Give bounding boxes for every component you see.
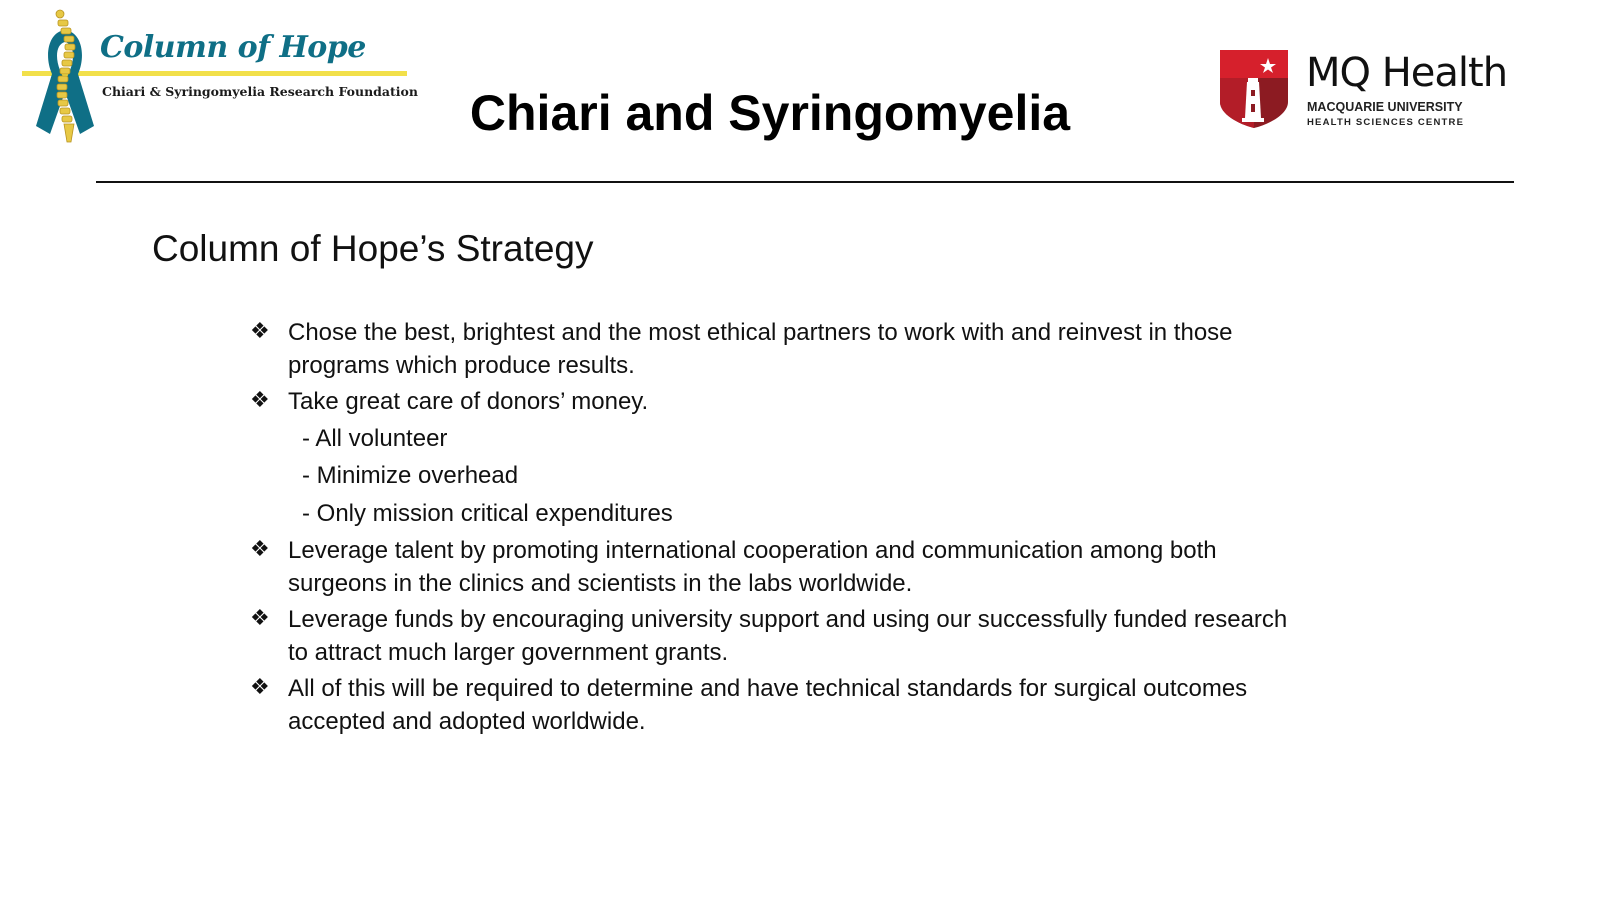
- mq-health-name: MQ Health: [1306, 50, 1508, 96]
- bullet-item: [250, 535, 1310, 600]
- diamond-bullet-icon: ❖: [250, 319, 270, 344]
- diamond-bullet-icon: ❖: [250, 388, 270, 413]
- awareness-ribbon-icon: [30, 8, 100, 148]
- diamond-bullet-icon: ❖: [250, 537, 270, 562]
- bullet-text: Leverage talent by promoting international cooperation and communication among both surgeons in the clinics and scientists in the labs worldwide.: [288, 537, 1217, 597]
- title-divider: [96, 181, 1514, 183]
- sub-bullet-item: - All volunteer: [302, 424, 448, 452]
- bullet-text: Chose the best, brightest and the most ethical partners to work with and reinvest in those programs which produce results.: [288, 319, 1233, 379]
- bullet-text: Leverage funds by encouraging university support and using our successfully funded research to attract much larger government grants.: [288, 606, 1288, 666]
- bullet-text: All of this will be required to determine and have technical standards for surgical outcomes accepted and adopted worldwide.: [288, 675, 1248, 735]
- bullet-item: [250, 386, 1310, 530]
- bullet-item: [250, 604, 1310, 669]
- logo-tagline: Chiari & Syringomyelia Research Foundation: [102, 84, 418, 99]
- bullet-text: Take great care of donors’ money.: [288, 388, 649, 415]
- mq-centre-name: HEALTH SCIENCES CENTRE: [1307, 117, 1465, 128]
- slide-title: Chiari and Syringomyelia: [469, 85, 1071, 141]
- sub-bullet-item: - Only mission critical expenditures: [302, 499, 673, 527]
- section-subtitle: Column of Hope’s Strategy: [152, 228, 594, 269]
- sub-bullet-item: - Minimize overhead: [302, 462, 519, 489]
- logo-name: Column of Hope: [100, 30, 366, 65]
- mq-university-name: MACQUARIE UNIVERSITY: [1307, 100, 1463, 114]
- diamond-bullet-icon: ❖: [250, 606, 270, 631]
- mq-health-logo: [1218, 48, 1518, 138]
- bullet-item: [250, 317, 1310, 382]
- diamond-bullet-icon: ❖: [250, 675, 270, 700]
- bullet-item: [250, 673, 1310, 738]
- strategy-bullet-list: [250, 317, 1310, 742]
- macquarie-shield-icon: [1218, 48, 1290, 130]
- sub-bullet-list: [288, 423, 1310, 531]
